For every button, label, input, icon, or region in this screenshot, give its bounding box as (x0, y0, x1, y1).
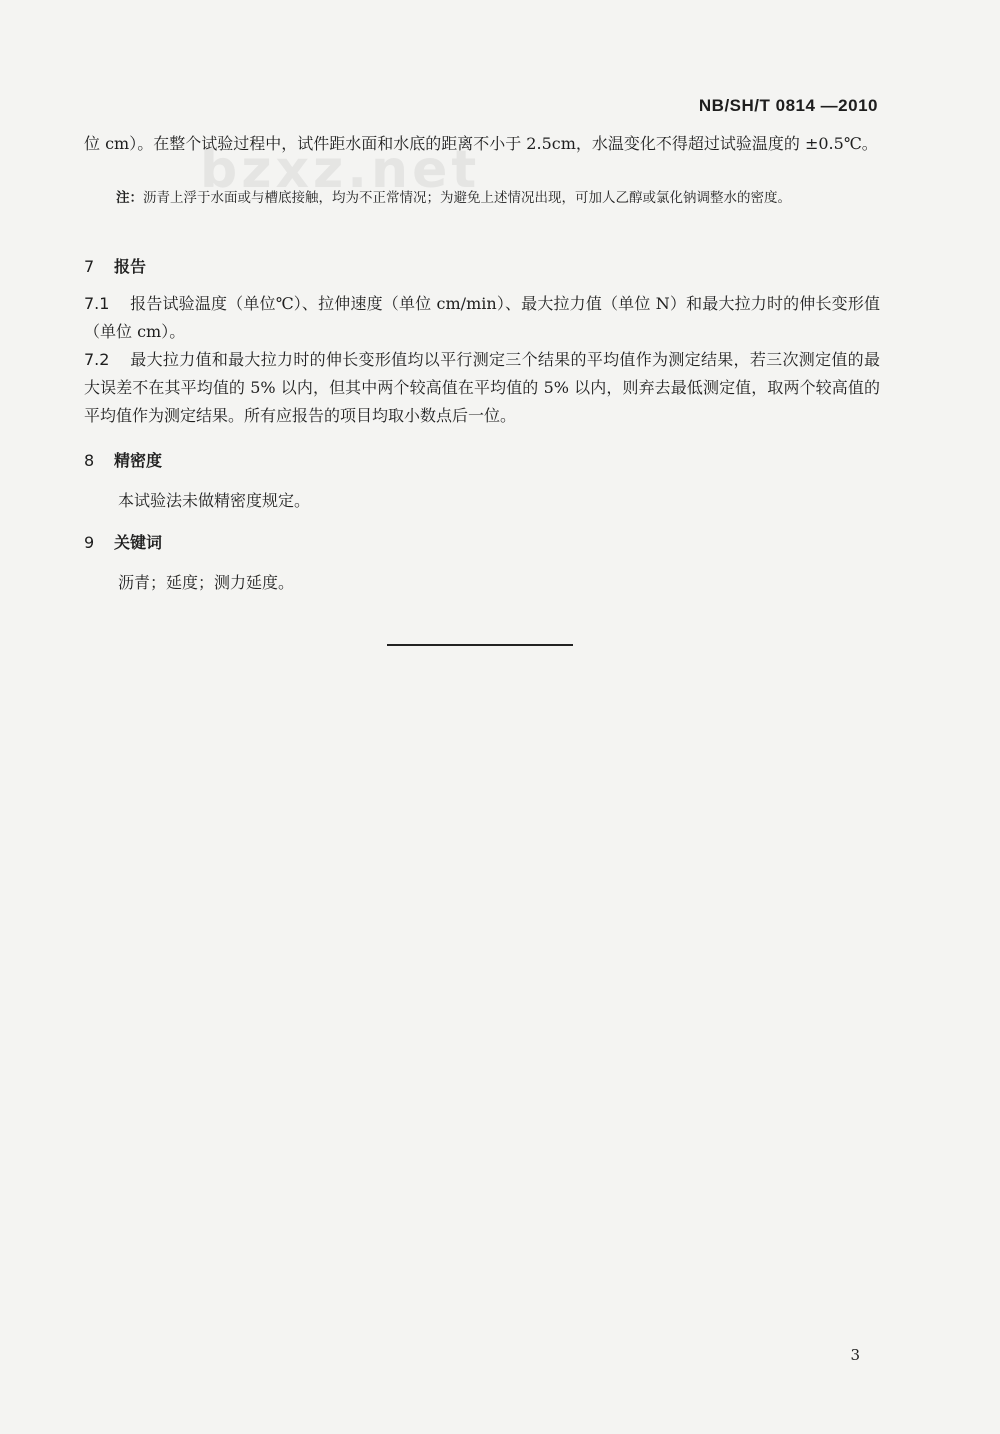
section-number: 7 (84, 257, 95, 276)
clause-7-1 (84, 290, 880, 346)
section-title: 精密度 (114, 451, 163, 470)
watermark: bzxz.net (200, 140, 481, 200)
note-label: 注： (116, 190, 143, 206)
clause-7-2 (84, 346, 880, 430)
note (116, 186, 880, 210)
section-number: 9 (84, 533, 95, 552)
section-7-heading (84, 254, 146, 277)
page-number: 3 (850, 1346, 860, 1364)
section-number: 8 (84, 451, 95, 470)
clause-text: 报告试验温度（单位℃）、拉伸速度（单位 cm/min）、最大拉力值（单位 N）和最大拉力时的伸长变形值（单位 cm）。 (84, 294, 880, 341)
section-9-heading (84, 530, 162, 553)
section-title: 报告 (114, 257, 147, 276)
section-8-text: 本试验法未做精密度规定。 (118, 491, 311, 510)
clause-text: 最大拉力值和最大拉力时的伸长变形值均以平行测定三个结果的平均值作为测定结果，若三次测定值的最大误差不在其平均值的 5% 以内，但其中两个较高值在平均值的 5% 以内，则弃去最低测定值，取两个较高值的平均值作为测定结果。所有应报告的项目均取小数点后一位。 (84, 350, 880, 425)
clause-number: 7.1 (84, 294, 110, 313)
continued-paragraph: 位 cm）。在整个试验过程中，试件距水面和水底的距离不小于 2.5cm，水温变化不得超过试验温度的 ±0.5℃。 (84, 134, 878, 153)
section-9-text: 沥青；延度；测力延度。 (118, 573, 295, 592)
section-8-heading (84, 448, 162, 471)
standard-number: NB/SH/T 0814 —2010 (698, 96, 878, 115)
note-text: 沥青上浮于水面或与槽底接触，均为不正常情况；为避免上述情况出现，可加人乙醇或氯化钠调整水的密度。 (143, 190, 791, 206)
end-rule (387, 644, 573, 646)
clause-number: 7.2 (84, 350, 110, 369)
section-title: 关键词 (114, 533, 163, 552)
